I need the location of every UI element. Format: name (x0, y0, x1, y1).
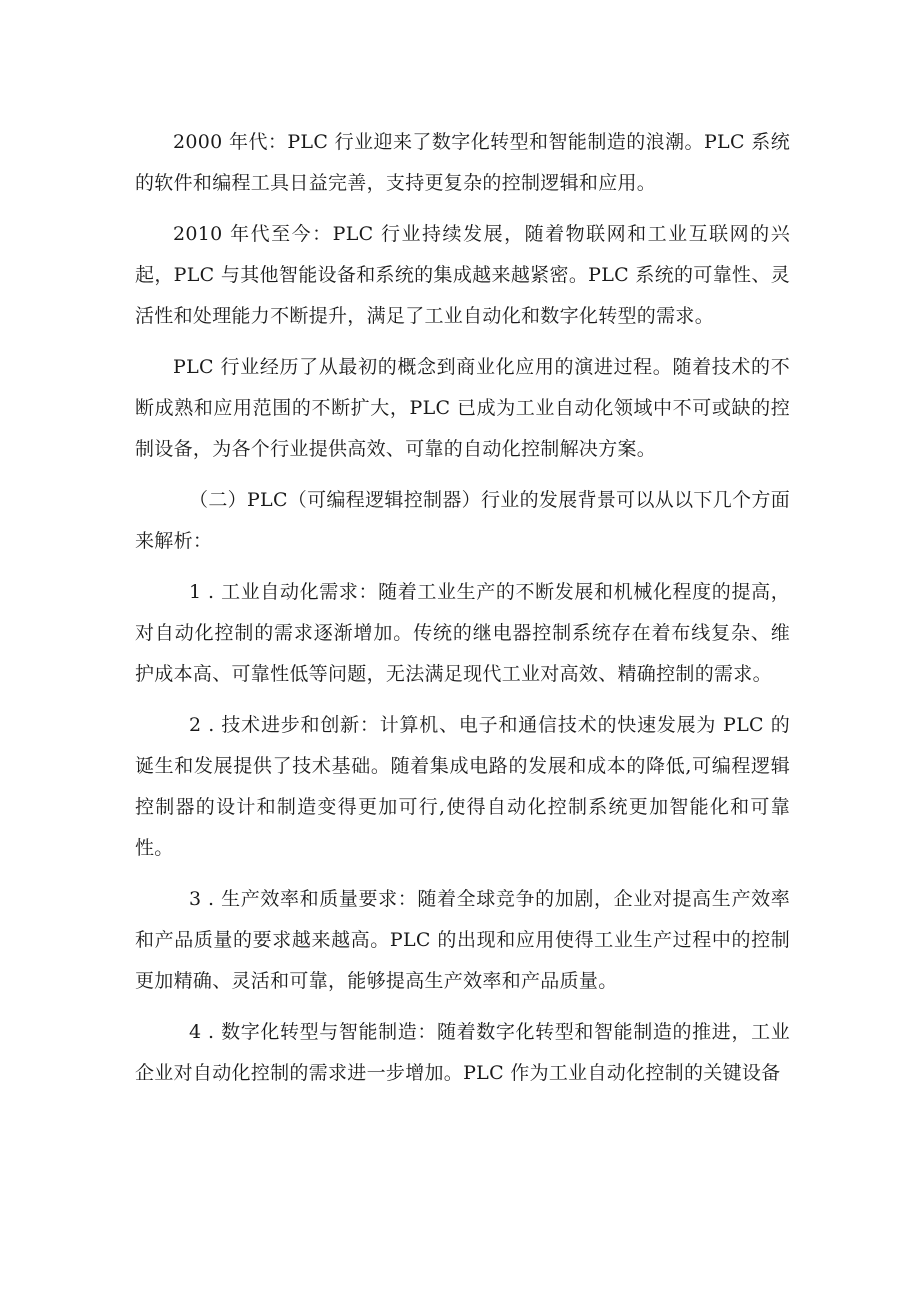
list-item-tech-progress: 2 . 技术进步和创新：计算机、电子和通信技术的快速发展为 PLC 的诞生和发展提供了技术基础。随着集成电路的发展和成本的降低,可编程逻辑控制器的设计和制造变得更加可行,使得自动化控制系统更加智能化和可靠性。 (135, 714, 790, 859)
list-item-digital-transformation: 4 . 数字化转型与智能制造：随着数字化转型和智能制造的推进，工业企业对自动化控制的需求进一步增加。PLC 作为工业自动化控制的关键设备 (135, 1021, 790, 1084)
document-page (135, 122, 790, 1104)
list-item-efficiency-quality: 3 . 生产效率和质量要求：随着全球竞争的加剧，企业对提高生产效率和产品质量的要求越来越高。PLC 的出现和应用使得工业生产过程中的控制更加精确、灵活和可靠，能够提高生产效率和产品质量。 (135, 888, 790, 992)
list-item-automation-demand: 1 . 工业自动化需求：随着工业生产的不断发展和机械化程度的提高，对自动化控制的需求逐渐增加。传统的继电器控制系统存在着布线复杂、维护成本高、可靠性低等问题，无法满足现代工业对高效、精确控制的需求。 (135, 581, 790, 685)
paragraph-2000s: 2000 年代：PLC 行业迎来了数字化转型和智能制造的浪潮。PLC 系统的软件和编程工具日益完善，支持更复杂的控制逻辑和应用。 (135, 131, 790, 194)
paragraph-summary: PLC 行业经历了从最初的概念到商业化应用的演进过程。随着技术的不断成熟和应用范围的不断扩大，PLC 已成为工业自动化领域中不可或缺的控制设备，为各个行业提供高效、可靠的自动化控制解决方案。 (135, 356, 790, 460)
section-heading-background: （二）PLC（可编程逻辑控制器）行业的发展背景可以从以下几个方面来解析： (135, 489, 790, 552)
paragraph-2010s: 2010 年代至今：PLC 行业持续发展，随着物联网和工业互联网的兴起，PLC 与其他智能设备和系统的集成越来越紧密。PLC 系统的可靠性、灵活性和处理能力不断提升，满足了工业自动化和数字化转型的需求。 (135, 223, 790, 327)
